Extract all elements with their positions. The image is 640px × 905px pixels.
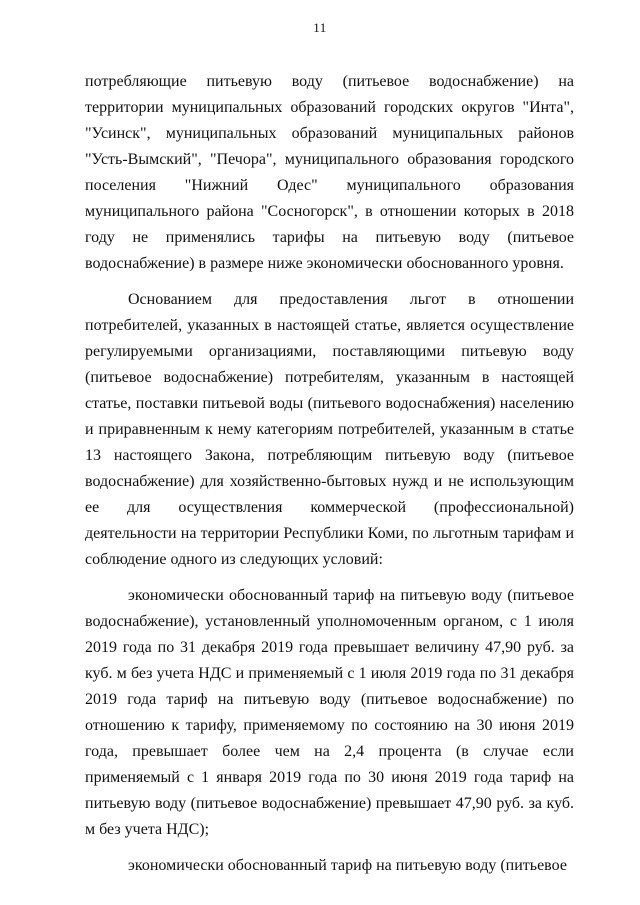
document-body [85,69,574,879]
page-number: 11 [313,20,327,35]
paragraph-condition-1: экономически обоснованный тариф на питьевую воду (питьевое водоснабжение), установленный уполномоченным органом, с 1 июля 2019 года по 31 декабря 2019 года превышает величину 47,90 руб. за куб. м без учета НДС и применяемый с 1 июля 2019 года по 31 декабря 2019 года тариф на питьевую воду (питьевое водоснабжение) по отношению к тарифу, применяемому по состоянию на 30 июня 2019 года, превышает более чем на 2,4 процента (в случае если применяемый с 1 января 2019 года по 30 июня 2019 года тариф на питьевую воду (питьевое водоснабжение) превышает 47,90 руб. за куб. м без учета НДС); [85,587,574,838]
paragraph-grounds-for-benefits: Основанием для предоставления льгот в отношении потребителей, указанных в настоящей статье, является осуществление регулируемыми организациями, поставляющими питьевую воду (питьевое водоснабжение) потребителям, указанным в настоящей статье, поставки питьевой воды (питьевого водоснабжения) населению и приравненным к нему категориям потребителей, указанным в статье 13 настоящего Закона, потребляющим питьевую воду (питьевое водоснабжение) для хозяйственно-бытовых нужд и не использующим ее для осуществления коммерческой (профессиональной) деятельности на территории Республики Коми, по льготным тарифам и соблюдение одного из следующих условий: [85,291,574,568]
paragraph-continuation: потребляющие питьевую воду (питьевое водоснабжение) на территории муниципальных образований городских округов "Инта", "Усинск", муниципальных образований муниципальных районов "Усть-Вымский", "Печора", муниципального образования городского поселения "Нижний Одес" муниципального образования муниципального района "Сосногорск", в отношении которых в 2018 году не применялись тарифы на питьевую воду (питьевое водоснабжение) в размере ниже экономически обоснованного уровня. [85,73,574,272]
paragraph-condition-2: экономически обоснованный тариф на питьевую воду (питьевое [128,857,567,874]
